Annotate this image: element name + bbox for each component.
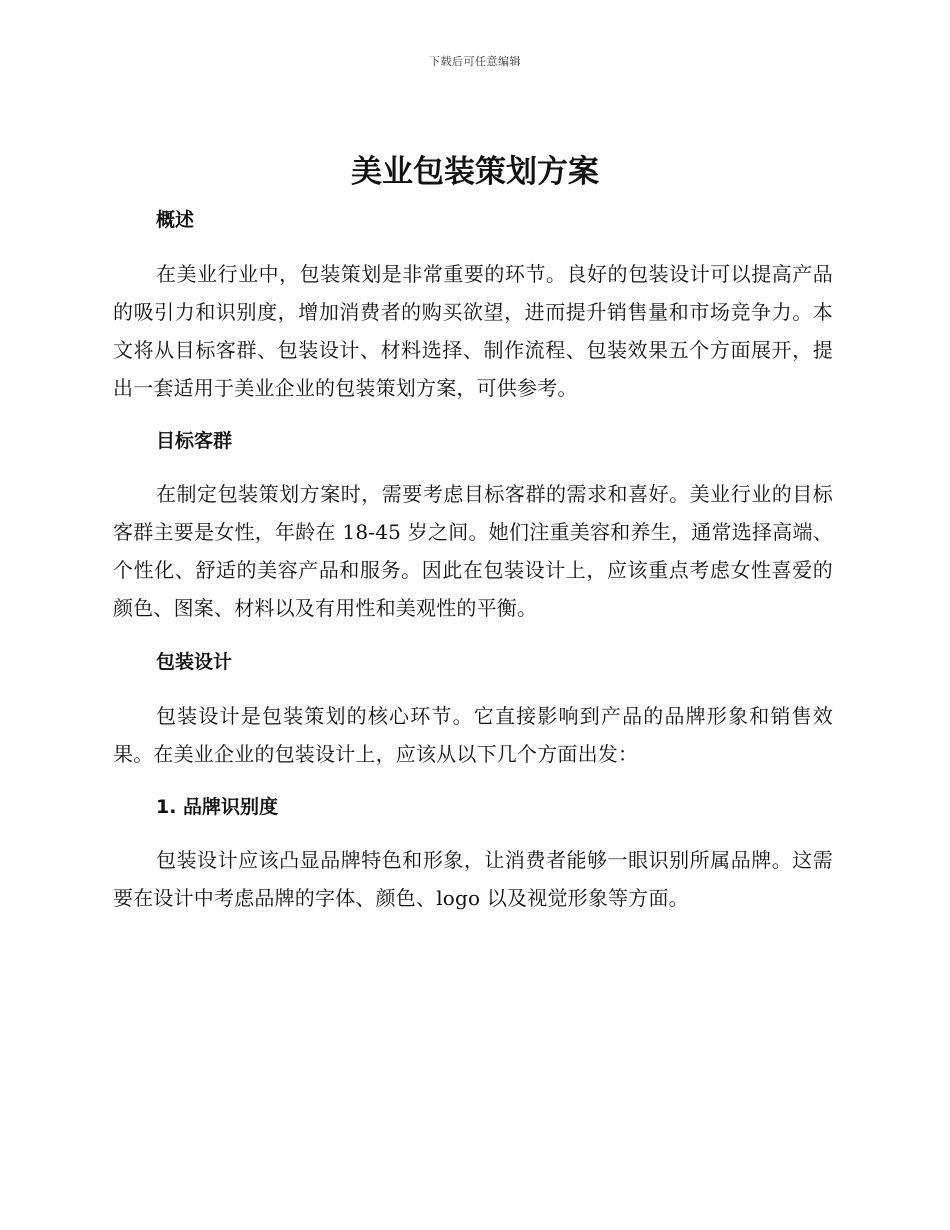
document-body — [113, 200, 833, 917]
section-paragraph-overview: 在美业行业中，包装策划是非常重要的环节。良好的包装设计可以提高产品的吸引力和识别度，增加消费者的购买欲望，进而提升销售量和市场竞争力。本文将从目标客群、包装设计、材料选择、制作流程、包装效果五个方面展开，提出一套适用于美业企业的包装策划方案，可供参考。 — [113, 262, 833, 400]
section-paragraph-target-audience: 在制定包装策划方案时，需要考虑目标客群的需求和喜好。美业行业的目标客群主要是女性，年龄在 18-45 岁之间。她们注重美容和养生，通常选择高端、个性化、舒适的美容产品和服务。因此在包装设计上，应该重点考虑女性喜爱的颜色、图案、材料以及有用性和美观性的平衡。 — [113, 482, 833, 620]
document-title: 美业包装策划方案 — [351, 154, 599, 190]
section-heading-overview: 概述 — [156, 209, 195, 231]
section-heading-target-audience: 目标客群 — [156, 430, 233, 452]
page-header-note: 下载后可任意编辑 — [429, 55, 521, 68]
section-paragraph-brand-recognition: 包装设计应该凸显品牌特色和形象，让消费者能够一眼识别所属品牌。这需要在设计中考虑品牌的字体、颜色、logo 以及视觉形象等方面。 — [113, 848, 833, 910]
section-heading-packaging-design: 包装设计 — [156, 651, 233, 673]
section-heading-brand-recognition: 1. 品牌识别度 — [156, 796, 279, 818]
section-paragraph-packaging-design: 包装设计是包装策划的核心环节。它直接影响到产品的品牌形象和销售效果。在美业企业的包装设计上，应该从以下几个方面出发： — [113, 704, 833, 766]
